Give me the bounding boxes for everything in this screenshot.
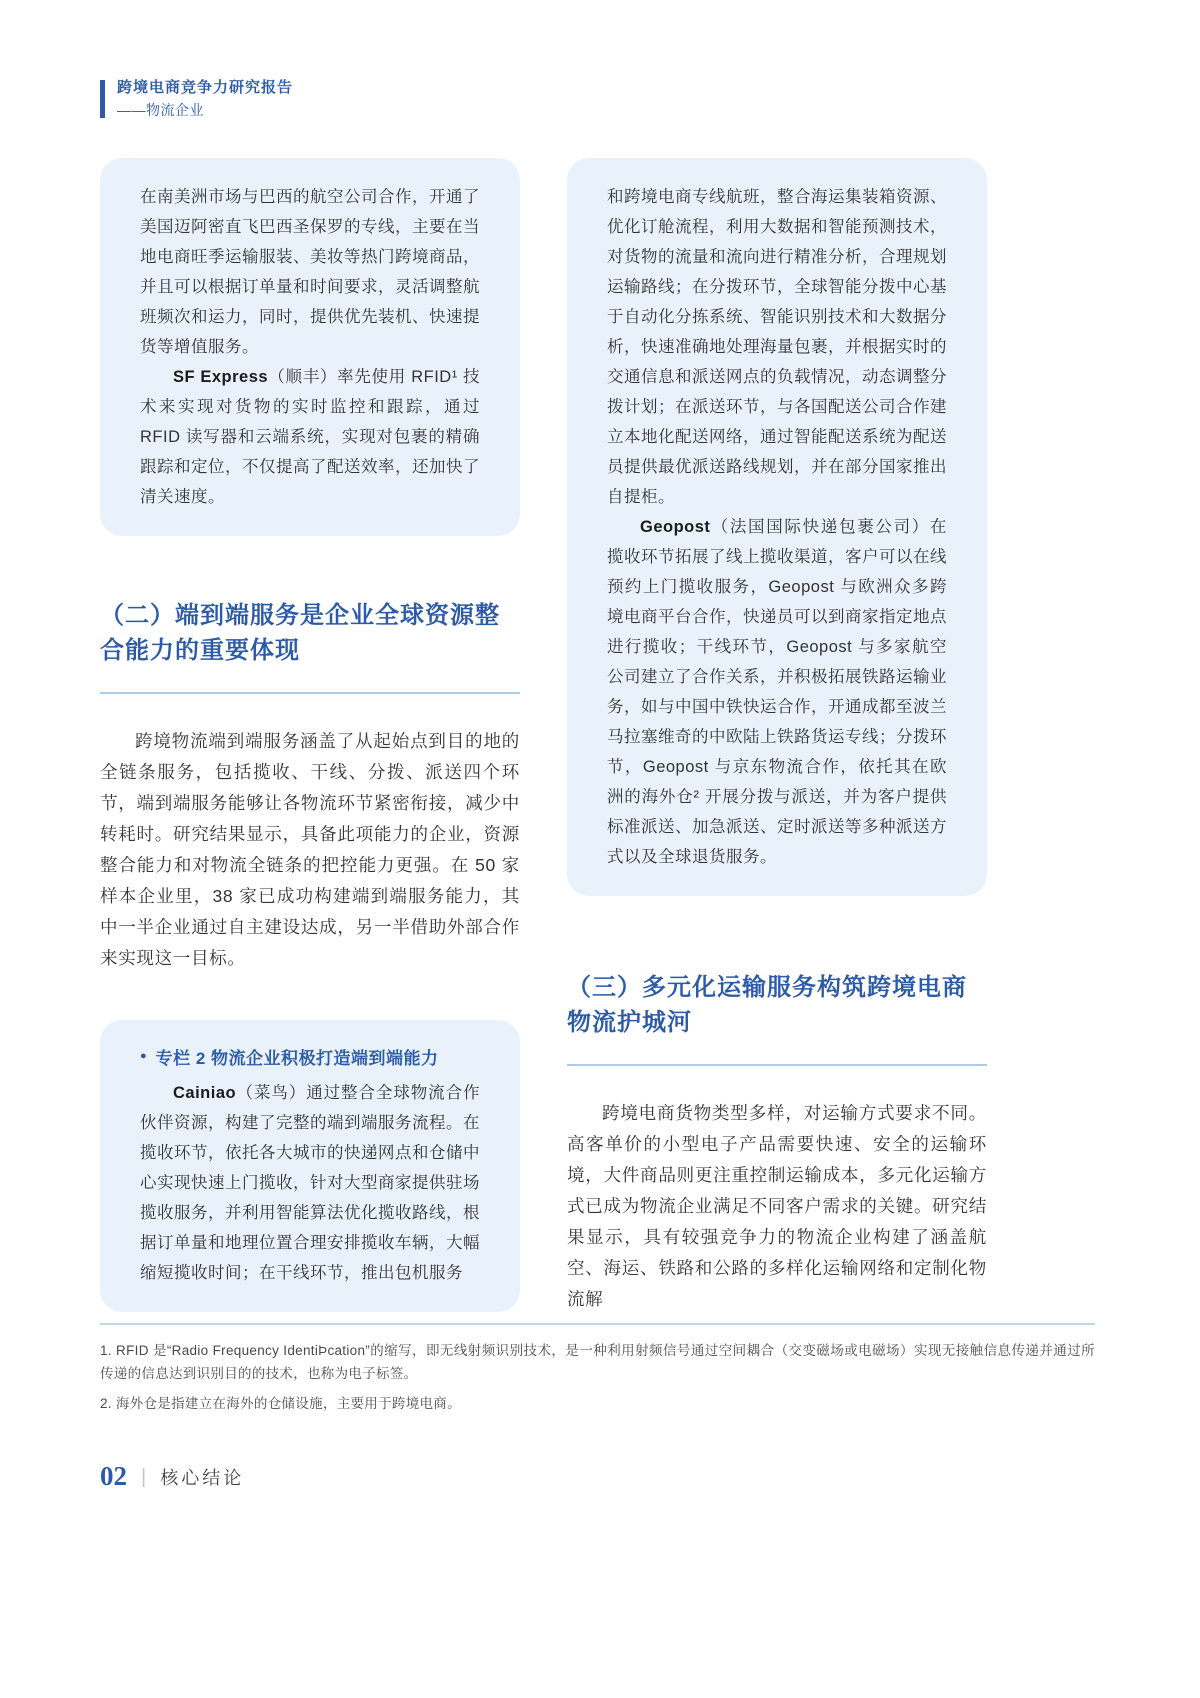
section-2-divider <box>100 692 520 694</box>
right-highlight-box <box>567 158 987 896</box>
footnotes <box>100 1339 1095 1415</box>
report-title: 跨境电商竞争力研究报告 <box>117 79 294 96</box>
footnote-2: 2. 海外仓是指建立在海外的仓储设施，主要用于跨境电商。 <box>100 1396 461 1411</box>
page-number: 02 <box>100 1461 127 1491</box>
section-3-divider <box>567 1064 987 1066</box>
column-2-box <box>100 1020 520 1312</box>
section-3-body: 跨境电商货物类型多样，对运输方式要求不同。高客单价的小型电子产品需要快速、安全的运输环境，大件商品则更注重控制运输成本，多元化运输方式已成为物流企业满足不同客户需求的关键。研究结果显示，具有较强竞争力的物流企业构建了涵盖航空、海运、铁路和公路的多样化运输网络和定制化物流解 <box>567 1103 987 1309</box>
left-column <box>100 158 520 1315</box>
page-footer <box>100 1463 1095 1490</box>
paragraph-transport-network: 和跨境电商专线航班，整合海运集装箱资源、优化订舱流程，利用大数据和智能预测技术，对货物的流量和流向进行精准分析，合理规划运输路线；在分拨环节，全球智能分拨中心基于自动化分拣系统、智能识别技术和大数据分析，快速准确地处理海量包裹，并根据实时的交通信息和派送网点的负载情况，动态调整分拨计划；在派送环节，与各国配送公司合作建立本地化配送网络，通过智能配送系统为配送员提供最优派送路线规划，并在部分国家推出自提柜。 <box>607 188 947 506</box>
left-highlight-box <box>100 158 520 536</box>
page-header <box>100 78 1095 122</box>
paragraph-sf-express <box>140 362 480 512</box>
paragraph-cainiao-text: （菜鸟）通过整合全球物流合作伙伴资源，构建了完整的端到端服务流程。在揽收环节，依托各大城市的快递网点和仓储中心实现快速上门揽收，针对大型商家提供驻场揽收服务，并利用智能算法优化揽收路线，根据订单量和地理位置合理安排揽收车辆，大幅缩短揽收时间；在干线环节，推出包机服务 <box>140 1084 480 1282</box>
footnote-divider <box>100 1323 1095 1325</box>
section-2-body: 跨境物流端到端服务涵盖了从起始点到目的地的全链条服务，包括揽收、干线、分拨、派送四个环节，端到端服务能够让各物流环节紧密衔接，减少中转耗时。研究结果显示，具备此项能力的企业，资源整合能力和对物流全链条的把控能力更强。在 50 家样本企业里，38 家已成功构建端到端服务能力，其中一半企业通过自主建设达成，另一半借助外部合作来实现这一目标。 <box>100 731 520 968</box>
section-heading-3: （三）多元化运输服务构筑跨境电商物流护城河 <box>567 974 967 1036</box>
report-subtitle: ——物流企业 <box>117 102 204 118</box>
header-titles <box>117 78 293 120</box>
paragraph-cainiao <box>140 1078 480 1288</box>
two-column-layout <box>100 158 987 1315</box>
footer-section-label: 核心结论 <box>160 1467 245 1488</box>
paragraph-sf-express-text: （顺丰）率先使用 RFID¹ 技术来实现对货物的实时监控和跟踪，通过 RFID 读写器和云端系统，实现对包裹的精确跟踪和定位，不仅提高了配送效率，还加快了清关速度。 <box>140 368 480 506</box>
footer-separator: | <box>141 1465 147 1488</box>
footnote-1: 1. RFID 是“Radio Frequency IdentiÞcation”的缩写，即无线射频识别技术，是一种利用射频信号通过空间耦合（交变磁场或电磁场）实现无接触信息传递并通过所传递的信息达到识别目的的技术，也称为电子标签。 <box>100 1343 1095 1381</box>
paragraph-airline-cooperation: 在南美洲市场与巴西的航空公司合作，开通了美国迈阿密直飞巴西圣保罗的专线，主要在当地电商旺季运输服装、美妆等热门跨境商品，并且可以根据订单量和时间要求，灵活调整航班频次和运力，同时，提供优先装机、快速提货等增值服务。 <box>140 188 480 356</box>
header-accent-bar <box>100 80 105 118</box>
company-name-sf-express: SF Express <box>173 368 269 386</box>
company-name-cainiao: Cainiao <box>173 1084 237 1102</box>
column-2-title <box>140 1044 480 1069</box>
paragraph-geopost <box>607 512 947 872</box>
right-column <box>567 158 987 1315</box>
company-name-geopost: Geopost <box>640 518 711 536</box>
paragraph-geopost-text: （法国国际快递包裹公司）在揽收环节拓展了线上揽收渠道，客户可以在线预约上门揽收服务，Geopost 与欧洲众多跨境电商平台合作，快递员可以到商家指定地点进行揽收；干线环节，Geopost 与多家航空公司建立了合作关系，并积极拓展铁路运输业务，如与中国中铁快运合作，开通成都至波兰马拉塞维奇的中欧陆上铁路货运专线；分拨环节，Geopost 与京东物流合作，依托其在欧洲的海外仓² 开展分拨与派送，并为客户提供标准派送、加急派送、定时派送等多种派送方式以及全球退货服务。 <box>607 518 947 866</box>
section-heading-2: （二）端到端服务是企业全球资源整合能力的重要体现 <box>100 602 500 664</box>
column-2-title-text: 专栏 2 物流企业积极打造端到端能力 <box>155 1049 439 1068</box>
bullet-icon: ● <box>140 1050 147 1062</box>
